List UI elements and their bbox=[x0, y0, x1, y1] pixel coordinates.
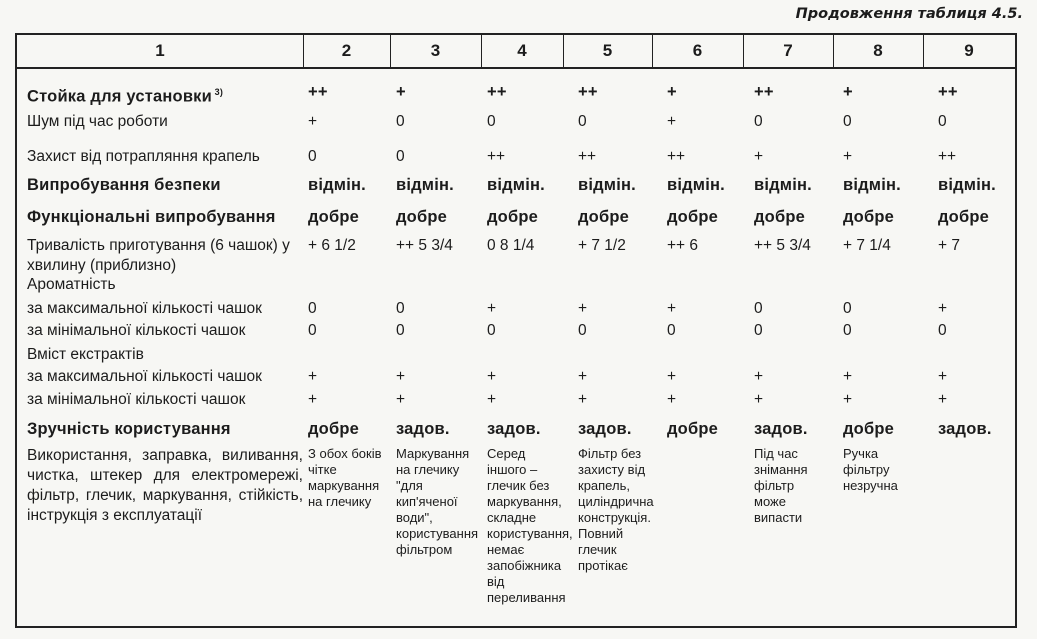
value-cell: ++ 6 bbox=[667, 237, 699, 254]
row-label bbox=[27, 345, 144, 365]
value-cell: задов. bbox=[938, 420, 992, 438]
remark-cell: Ручка фільтру незручна bbox=[843, 446, 898, 493]
value-cell: + bbox=[938, 368, 948, 385]
row-label bbox=[27, 82, 223, 107]
value-cell: + 7 1/2 bbox=[578, 237, 626, 254]
value-cell: відмін. bbox=[396, 176, 454, 194]
value-cell: + bbox=[578, 368, 588, 385]
value-cell: 0 bbox=[754, 300, 763, 317]
value-cell: + bbox=[754, 368, 764, 385]
column-header: 2 bbox=[341, 41, 352, 60]
row-label bbox=[27, 175, 221, 195]
column-header: 8 bbox=[873, 41, 883, 60]
value-cell: добре bbox=[843, 420, 894, 438]
value-cell: добре bbox=[938, 208, 989, 226]
remark-cell: Фільтр без захисту від крапель, циліндрична конструкція. Повний глечик протікає bbox=[578, 446, 654, 573]
column-header: 4 bbox=[517, 41, 527, 60]
value-cell: добре bbox=[396, 208, 447, 226]
value-cell: ++ 5 3/4 bbox=[396, 237, 453, 254]
value-cell: ++ 5 3/4 bbox=[754, 237, 811, 254]
value-cell: добре bbox=[487, 208, 538, 226]
value-cell: відмін. bbox=[754, 176, 812, 194]
value-cell: задов. bbox=[396, 420, 450, 438]
value-cell: 0 bbox=[308, 300, 317, 317]
row-label-text: за максимальної кількості чашок bbox=[27, 300, 262, 317]
row-label-text: за мінімальної кількості чашок bbox=[27, 322, 246, 339]
value-cell: + bbox=[754, 148, 764, 165]
value-cell: ++ bbox=[308, 83, 328, 101]
value-cell: добре bbox=[667, 420, 718, 438]
value-cell: 0 bbox=[396, 322, 405, 339]
value-cell: + bbox=[308, 368, 318, 385]
row-label bbox=[27, 112, 168, 132]
value-cell: + 7 1/4 bbox=[843, 237, 891, 254]
value-cell: + bbox=[578, 391, 588, 408]
row-label-text: за максимальної кількості чашок bbox=[27, 368, 262, 385]
row-label-text: Шум під час роботи bbox=[27, 113, 168, 130]
value-cell: + bbox=[667, 83, 677, 101]
value-cell: відмін. bbox=[308, 176, 366, 194]
column-header: 5 bbox=[602, 41, 613, 60]
value-cell: + bbox=[938, 300, 948, 317]
value-cell: ++ bbox=[938, 148, 957, 165]
value-cell: 0 bbox=[843, 322, 852, 339]
row-label bbox=[27, 419, 231, 439]
value-cell: + bbox=[843, 368, 853, 385]
value-cell: ++ bbox=[938, 83, 958, 101]
value-cell: + bbox=[843, 148, 853, 165]
row-label bbox=[27, 367, 262, 387]
value-cell: + bbox=[843, 391, 853, 408]
value-cell: 0 bbox=[938, 113, 947, 130]
value-cell: добре bbox=[308, 420, 359, 438]
value-cell: + bbox=[667, 368, 677, 385]
value-cell: 0 8 1/4 bbox=[487, 237, 535, 254]
value-cell: ++ bbox=[487, 148, 506, 165]
column-header: 3 bbox=[430, 41, 441, 60]
value-cell: добре bbox=[843, 208, 894, 226]
value-cell: 0 bbox=[938, 322, 947, 339]
value-cell: + bbox=[487, 391, 497, 408]
value-cell: 0 bbox=[396, 148, 405, 165]
value-cell: + bbox=[938, 391, 948, 408]
footnote-marker: 3) bbox=[211, 87, 224, 97]
remark-cell: Маркування на глечику "для кип'яченої води", користування фільтром bbox=[396, 446, 479, 557]
value-cell: + 6 1/2 bbox=[308, 237, 356, 254]
value-cell: ++ bbox=[487, 83, 507, 101]
row-label bbox=[27, 390, 245, 410]
value-cell: задов. bbox=[487, 420, 541, 438]
value-cell: + bbox=[754, 391, 764, 408]
column-header: 9 bbox=[964, 41, 974, 60]
value-cell: + bbox=[396, 368, 406, 385]
value-cell: 0 bbox=[396, 300, 405, 317]
row-label-text: за мінімальної кількості чашок bbox=[27, 391, 246, 408]
value-cell: 0 bbox=[487, 322, 496, 339]
row-label-text: Функціональні випробування bbox=[27, 208, 276, 226]
column-header: 6 bbox=[692, 41, 703, 60]
row-label-text: Вміст екстрактів bbox=[27, 346, 144, 363]
value-cell: задов. bbox=[754, 420, 808, 438]
value-cell: + bbox=[667, 391, 677, 408]
value-cell: ++ bbox=[667, 148, 686, 165]
value-cell: 0 bbox=[308, 322, 317, 339]
value-cell: добре bbox=[578, 208, 629, 226]
value-cell: 0 bbox=[487, 113, 496, 130]
row-label-text: Випробування безпеки bbox=[27, 176, 221, 194]
row-label-text: Стойка для установки bbox=[27, 87, 212, 106]
value-cell: ++ bbox=[754, 83, 774, 101]
remark-cell: З обох боків чітке маркування на глечику bbox=[308, 446, 382, 509]
value-cell: ++ bbox=[578, 83, 598, 101]
value-cell: відмін. bbox=[843, 176, 901, 194]
value-cell: + bbox=[487, 300, 497, 317]
value-cell: + bbox=[396, 391, 406, 408]
value-cell: відмін. bbox=[938, 176, 996, 194]
value-cell: відмін. bbox=[578, 176, 636, 194]
value-cell: + bbox=[308, 391, 318, 408]
row-label-text: Використання, заправка, виливання, чистка, штекер для електромережі, фільтр, глечик, маркування, стійкість, інструкція з експлуатації bbox=[27, 447, 303, 524]
value-cell: добре bbox=[667, 208, 718, 226]
value-cell: 0 bbox=[843, 113, 852, 130]
value-cell: + bbox=[308, 113, 318, 130]
column-header: 7 bbox=[783, 41, 793, 60]
row-label-text: Захист від потрапляння крапель bbox=[27, 148, 260, 165]
remark-cell: Під час знімання фільтр може випасти bbox=[754, 446, 808, 525]
row-label-text: Зручність користування bbox=[27, 420, 231, 438]
row-label bbox=[27, 446, 303, 526]
value-cell: 0 bbox=[578, 113, 587, 130]
value-cell: відмін. bbox=[487, 176, 545, 194]
remark-cell: Серед іншого – глечик без маркування, складне користування, немає запобіжника від переливання bbox=[487, 446, 573, 605]
value-cell: 0 bbox=[667, 322, 676, 339]
row-label bbox=[27, 236, 297, 276]
value-cell: відмін. bbox=[667, 176, 725, 194]
value-cell: + bbox=[487, 368, 497, 385]
table-caption: Продовження таблиця 4.5. bbox=[795, 6, 1023, 22]
value-cell: 0 bbox=[308, 148, 317, 165]
row-label-text: Тривалість приготування (6 чашок) у хвилину (приблизно) bbox=[27, 237, 290, 274]
row-label bbox=[27, 207, 276, 227]
value-cell: добре bbox=[754, 208, 805, 226]
value-cell: задов. bbox=[578, 420, 632, 438]
value-cell: + bbox=[396, 83, 406, 101]
value-cell: + bbox=[578, 300, 588, 317]
value-cell: + bbox=[667, 113, 677, 130]
value-cell: добре bbox=[308, 208, 359, 226]
value-cell: + bbox=[843, 83, 853, 101]
value-cell: 0 bbox=[396, 113, 405, 130]
row-label bbox=[27, 321, 245, 341]
row-label bbox=[27, 275, 116, 295]
row-label-text: Ароматність bbox=[27, 276, 116, 293]
row-label bbox=[27, 147, 260, 167]
value-cell: + bbox=[667, 300, 677, 317]
column-header: 1 bbox=[155, 41, 165, 60]
value-cell: ++ bbox=[578, 148, 597, 165]
value-cell: 0 bbox=[578, 322, 587, 339]
row-label bbox=[27, 299, 262, 319]
value-cell: 0 bbox=[754, 322, 763, 339]
value-cell: + 7 bbox=[938, 237, 960, 254]
value-cell: 0 bbox=[843, 300, 852, 317]
value-cell: 0 bbox=[754, 113, 763, 130]
